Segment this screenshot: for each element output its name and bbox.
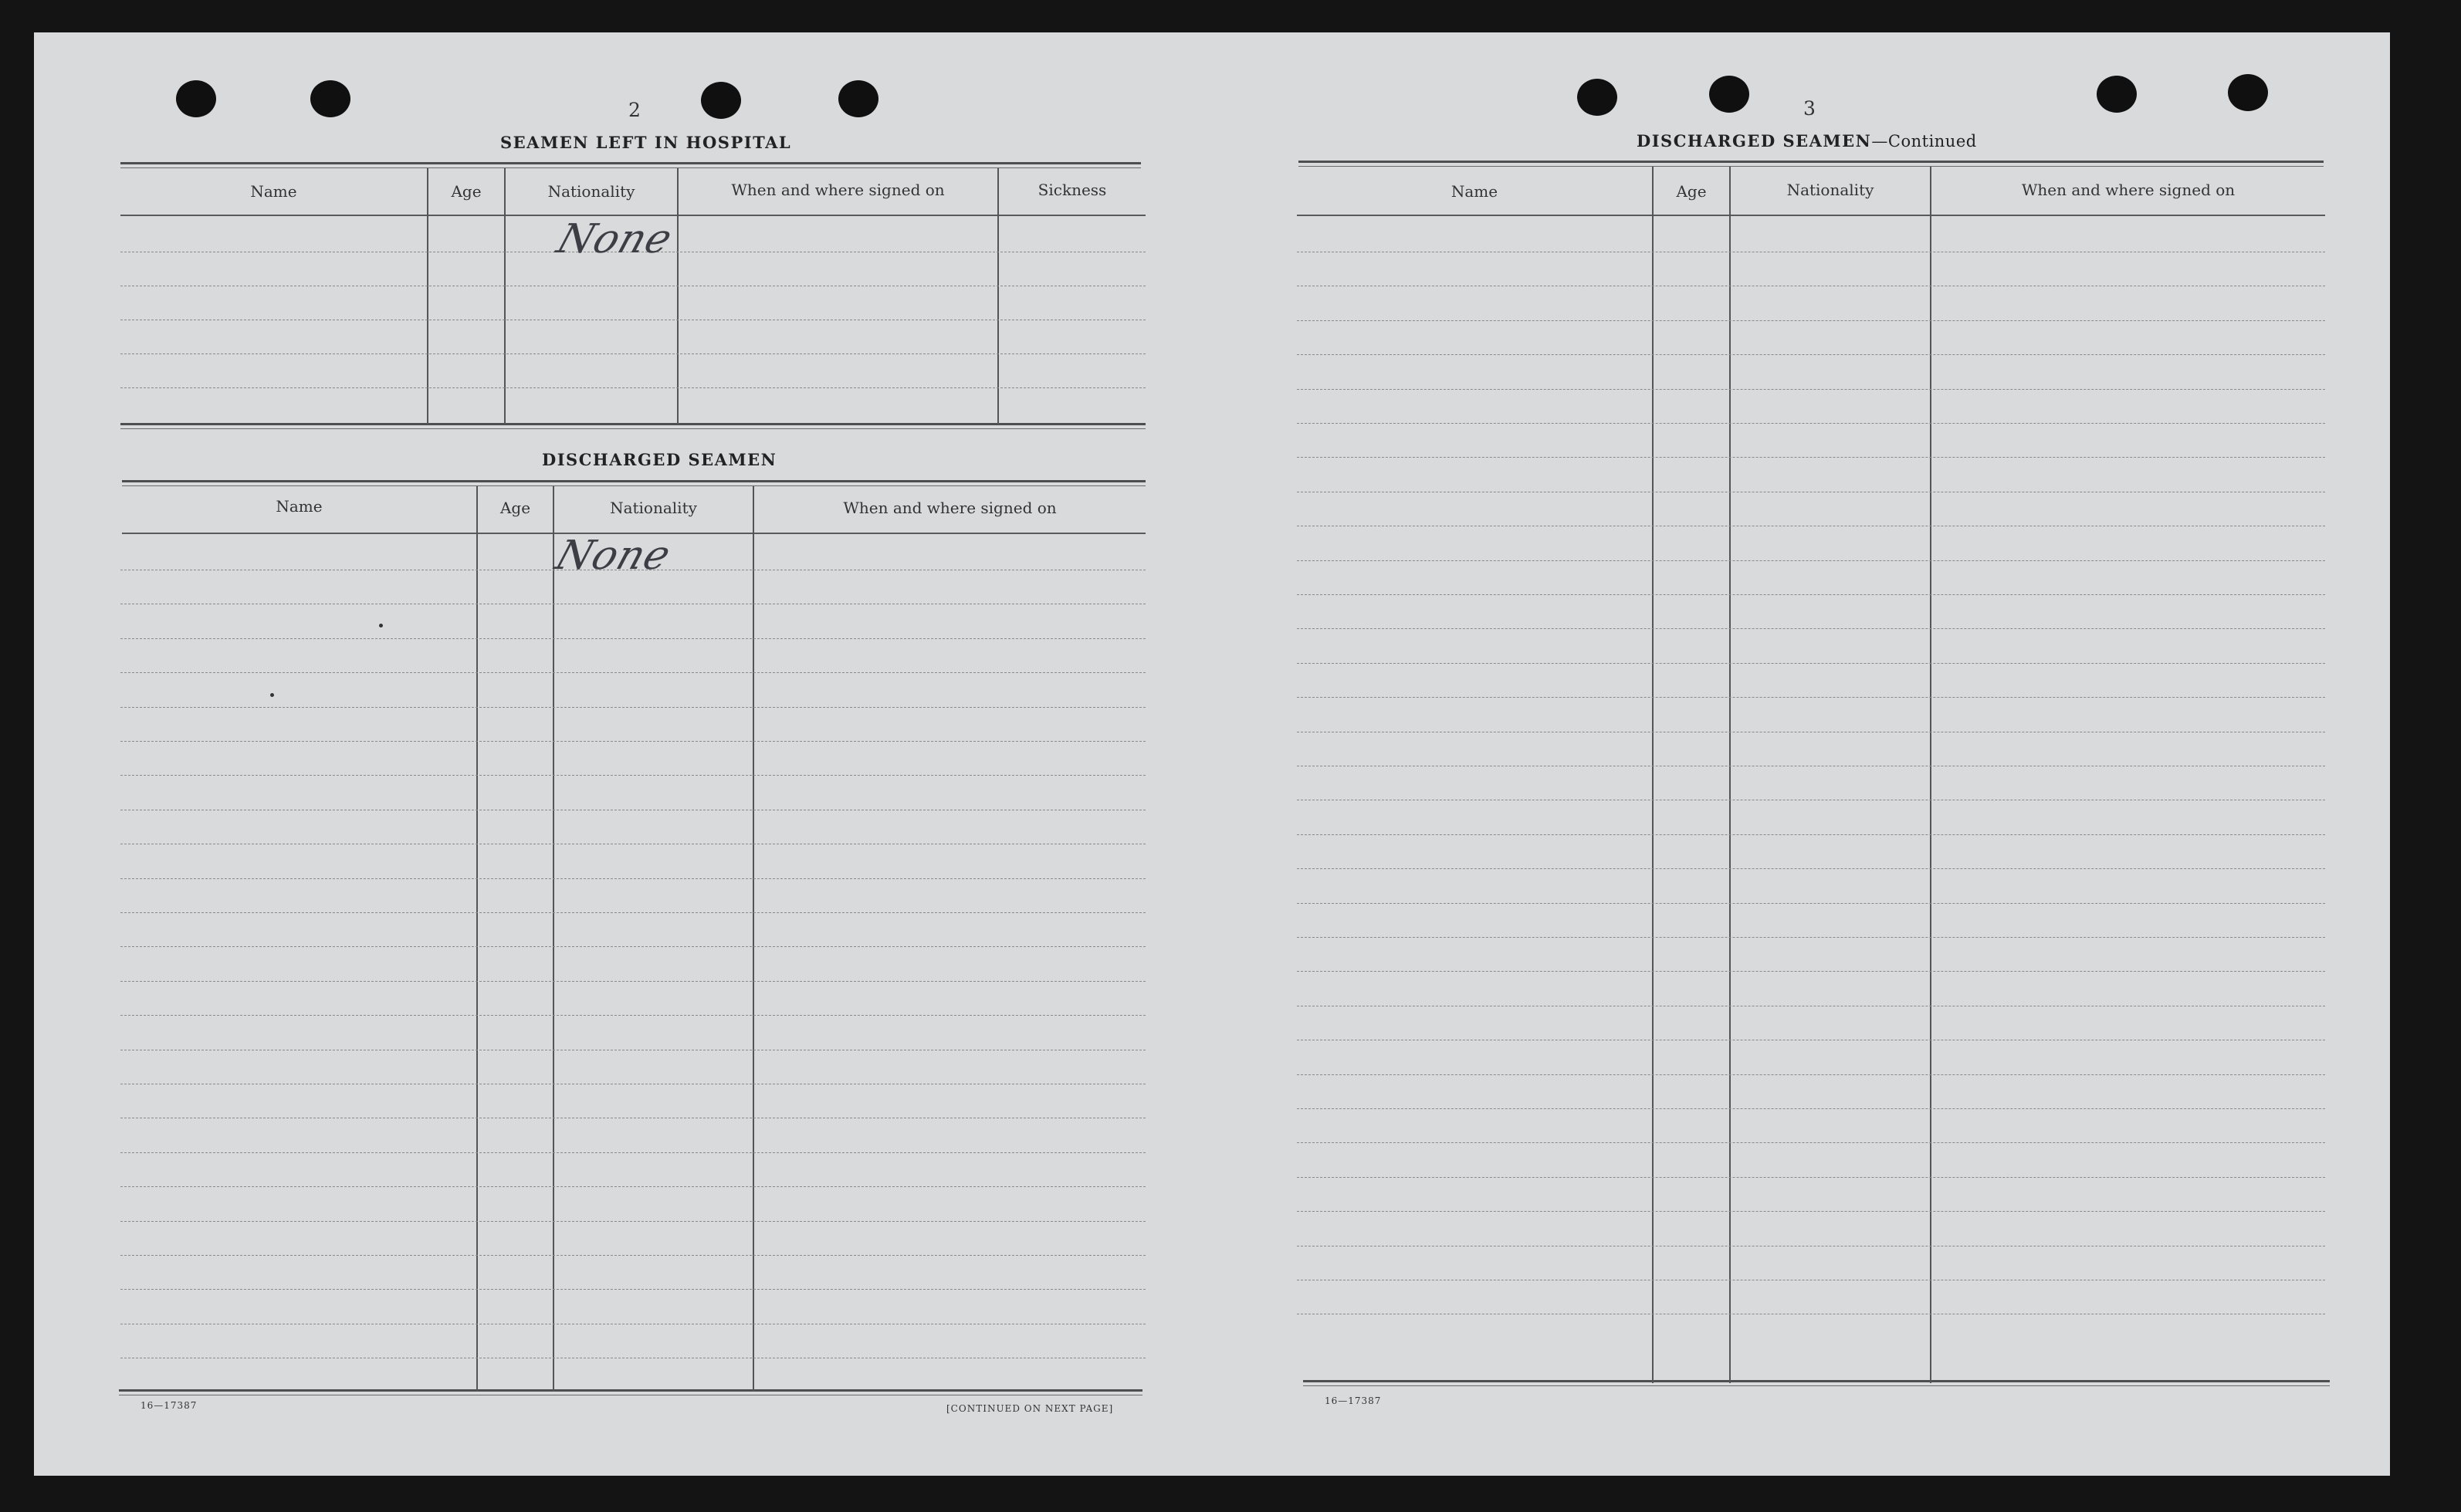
form-number-right: 16—17387: [1325, 1395, 1382, 1406]
right-row-line: [1297, 1211, 2325, 1212]
right-row-line: [1297, 1108, 2325, 1109]
right-row-line: [1297, 834, 2325, 835]
ink-speck: [270, 693, 274, 697]
discharged-row-line: [120, 1221, 1146, 1222]
hospital-header-sickness: Sickness: [1038, 181, 1107, 199]
ink-speck: [379, 624, 383, 627]
discharged-row-line: [120, 946, 1146, 947]
right-row-line: [1297, 457, 2325, 458]
right-bottom-rule: [1303, 1380, 2330, 1386]
discharged-section-title: DISCHARGED SEAMEN: [542, 450, 777, 469]
discharged-header-age: Age: [499, 499, 531, 517]
discharged-bottom-rule: [119, 1389, 1142, 1395]
discharged-row-line: [120, 1186, 1146, 1187]
discharged-row-line: [120, 672, 1146, 673]
right-row-line: [1297, 937, 2325, 938]
hospital-col-divider: [504, 168, 506, 425]
hospital-top-rule: [120, 162, 1141, 168]
page-number-right: 3: [1803, 97, 1816, 120]
discharged-row-line: [120, 638, 1146, 639]
right-row-line: [1297, 560, 2325, 561]
right-row-line: [1297, 1177, 2325, 1178]
hospital-bottom-rule: [120, 423, 1146, 429]
right-col-divider: [1930, 167, 1931, 1383]
right-header-age: Age: [1676, 182, 1707, 201]
punch-hole: [2228, 74, 2268, 111]
form-sheet: [34, 32, 2390, 1476]
right-row-line: [1297, 423, 2325, 424]
punch-hole: [1577, 79, 1617, 116]
right-row-line: [1297, 697, 2325, 698]
right-row-line: [1297, 628, 2325, 629]
hospital-header-name: Name: [250, 182, 297, 201]
discharged-row-line: [120, 775, 1146, 776]
discharged-row-line: [120, 1289, 1146, 1290]
punch-hole: [2097, 76, 2137, 113]
discharged-top-rule: [122, 480, 1146, 486]
right-header-rule: [1297, 215, 2325, 216]
right-header-signed-on: When and where signed on: [2021, 181, 2236, 199]
page-number-left: 2: [628, 99, 641, 121]
punch-hole: [310, 80, 350, 117]
right-title-main: DISCHARGED SEAMEN: [1637, 131, 1872, 151]
right-row-line: [1297, 971, 2325, 972]
right-top-rule: [1298, 161, 2324, 167]
hospital-header-age: Age: [451, 182, 482, 201]
right-col-divider: [1652, 167, 1654, 1383]
discharged-row-line: [120, 912, 1146, 913]
right-title-suffix: —Continued: [1871, 132, 1977, 151]
right-row-line: [1297, 320, 2325, 321]
discharged-row-line: [120, 1255, 1146, 1256]
right-row-line: [1297, 663, 2325, 664]
right-row-line: [1297, 903, 2325, 904]
hospital-col-divider: [677, 168, 679, 425]
right-col-divider: [1729, 167, 1731, 1383]
hospital-col-divider: [997, 168, 999, 425]
punch-hole: [1709, 76, 1749, 113]
discharged-row-line: [120, 1015, 1146, 1016]
discharged-row-line: [120, 981, 1146, 982]
right-section-title: [1637, 131, 1977, 151]
hospital-row-line: [120, 353, 1146, 354]
discharged-row-line: [120, 707, 1146, 708]
discharged-header-name: Name: [276, 497, 323, 516]
hospital-handwritten-entry: None: [551, 216, 679, 262]
hospital-col-divider: [427, 168, 428, 425]
hospital-section-title: SEAMEN LEFT IN HOSPITAL: [500, 133, 792, 152]
continued-note: [CONTINUED ON NEXT PAGE]: [946, 1403, 1114, 1414]
punch-hole: [701, 82, 741, 119]
right-header-nationality: Nationality: [1786, 181, 1874, 199]
punch-hole: [176, 80, 216, 117]
right-row-line: [1297, 354, 2325, 355]
right-row-line: [1297, 1074, 2325, 1075]
form-number-left: 16—17387: [140, 1400, 198, 1411]
discharged-row-line: [120, 1152, 1146, 1153]
right-row-line: [1297, 868, 2325, 869]
discharged-handwritten-entry: None: [550, 533, 677, 579]
discharged-row-line: [120, 878, 1146, 879]
hospital-row-line: [120, 387, 1146, 388]
right-row-line: [1297, 594, 2325, 595]
hospital-header-signed-on: When and where signed on: [731, 181, 945, 199]
right-row-line: [1297, 1142, 2325, 1143]
hospital-header-nationality: Nationality: [547, 182, 635, 201]
punch-hole: [838, 80, 878, 117]
discharged-header-signed-on: When and where signed on: [843, 499, 1057, 517]
discharged-row-line: [120, 741, 1146, 742]
right-row-line: [1297, 389, 2325, 390]
discharged-header-nationality: Nationality: [610, 499, 697, 517]
right-header-name: Name: [1451, 182, 1498, 201]
